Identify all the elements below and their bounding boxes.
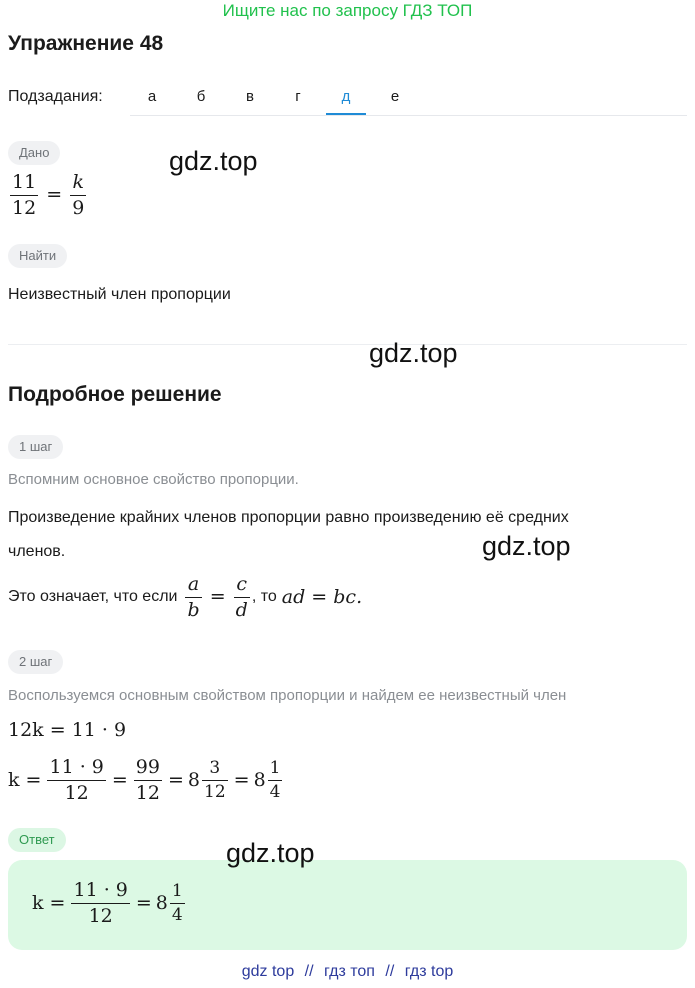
given-lhs-fraction: [10, 172, 38, 219]
tab-v[interactable]: в: [246, 88, 254, 105]
find-badge: Найти: [8, 244, 67, 268]
given-lhs-denominator: 12: [12, 196, 37, 219]
step2-m2-numerator: 1: [268, 759, 283, 781]
step2-line2: [8, 757, 284, 804]
subtasks-label: Подзадания:: [8, 88, 103, 105]
step1-means-suffix: , то: [251, 588, 277, 606]
tab-a[interactable]: а: [147, 88, 157, 105]
given-lhs-numerator: 11: [10, 172, 38, 196]
footer-links: [0, 963, 695, 981]
step2-mixed-1-fraction: [202, 759, 228, 801]
answer-f-denominator: 12: [88, 904, 113, 927]
step2-eq-3: =: [233, 769, 250, 792]
tab-b[interactable]: б: [196, 88, 206, 105]
step1-formula: [183, 574, 251, 621]
step1-equals: =: [209, 585, 226, 608]
answer-lhs: k =: [32, 892, 66, 915]
footer-link-gdz-top[interactable]: gdz top: [241, 963, 295, 980]
answer-m-numerator: 1: [170, 882, 185, 904]
page-title: Упражнение 48: [8, 32, 164, 55]
step2-m1-denominator: 12: [204, 781, 226, 802]
tab-e[interactable]: е: [390, 88, 400, 105]
step1-badge: 1 шаг: [8, 435, 63, 459]
step2-f2-denominator: 12: [135, 781, 160, 804]
footer-separator: //: [304, 963, 314, 980]
section-divider: [8, 344, 687, 345]
step2-lhs: k =: [8, 769, 42, 792]
step1-result: ad = bc.: [281, 586, 363, 609]
given-rhs-denominator: 9: [72, 196, 85, 219]
answer-box: [8, 860, 687, 950]
footer-link-gdz-top-ru[interactable]: гдз топ: [324, 963, 375, 980]
given-rhs-fraction: [70, 172, 86, 219]
given-equals: =: [46, 183, 63, 206]
answer-formula: [32, 880, 187, 927]
given-rhs-numerator: k: [72, 171, 84, 193]
given-badge: Дано: [8, 141, 60, 165]
step1-text-line2: членов.: [8, 543, 66, 560]
find-text: Неизвестный член пропорции: [8, 286, 231, 303]
promo-banner[interactable]: Ищите нас по запросу ГДЗ ТОП: [222, 1, 473, 20]
tab-d[interactable]: д: [326, 88, 366, 115]
footer-link-gdz-top-mixed[interactable]: гдз top: [404, 963, 454, 980]
watermark: gdz.top: [226, 838, 315, 868]
subtasks-tabs: [130, 86, 687, 116]
step2-line1: 12k = 11 · 9: [8, 719, 127, 741]
var-b: b: [187, 598, 200, 621]
answer-fraction: [71, 880, 129, 927]
answer-m-denominator: 4: [171, 904, 183, 925]
var-c: c: [236, 573, 248, 595]
watermark: gdz.top: [369, 338, 458, 368]
step1-means-prefix: Это означает, что если: [8, 588, 178, 606]
given-equation: [8, 172, 88, 219]
var-d: d: [235, 598, 248, 621]
footer-separator: //: [385, 963, 395, 980]
step2-mixed-2-fraction: [268, 759, 283, 801]
step2-f2-numerator: 99: [134, 757, 162, 781]
step2-m1-numerator: 3: [202, 759, 228, 781]
step2-f1-denominator: 12: [64, 781, 89, 804]
step1-property: [8, 574, 362, 621]
step2-f1-numerator: 11 · 9: [47, 757, 105, 781]
step2-hint: Воспользуемся основным свойством пропорции и найдем ее неизвестный член: [8, 687, 567, 704]
step2-fraction-2: [134, 757, 162, 804]
step2-badge: 2 шаг: [8, 650, 63, 674]
step2-mixed-1-whole: 8: [187, 769, 200, 792]
answer-badge: Ответ: [8, 828, 66, 852]
step2-eq-1: =: [111, 769, 128, 792]
answer-whole: 8: [155, 892, 168, 915]
watermark: gdz.top: [482, 531, 571, 561]
answer-eq: =: [135, 892, 152, 915]
answer-f-numerator: 11 · 9: [71, 880, 129, 904]
subtasks-bar: [8, 86, 687, 116]
step1-text-line1: Произведение крайних членов пропорции равно произведению её средних: [8, 509, 569, 526]
answer-mixed-fraction: [170, 882, 185, 924]
var-a: a: [187, 573, 200, 595]
step1-hint: Вспомним основное свойство пропорции.: [8, 471, 299, 488]
tab-g[interactable]: г: [295, 88, 301, 105]
solution-title: Подробное решение: [8, 383, 222, 406]
step2-fraction-1: [47, 757, 105, 804]
step2-eq-2: =: [167, 769, 184, 792]
step2-m2-denominator: 4: [269, 781, 281, 802]
watermark: gdz.top: [169, 146, 258, 176]
step2-mixed-2-whole: 8: [253, 769, 266, 792]
